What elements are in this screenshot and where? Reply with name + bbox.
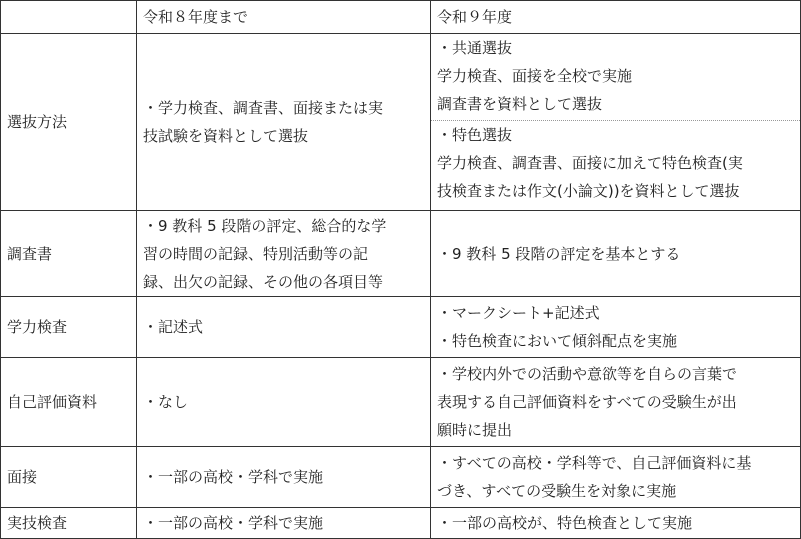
text-line: ・9 教科 5 段階の評定、総合的な学 (143, 216, 387, 235)
text-line: ・特色検査において傾斜配点を実施 (437, 332, 678, 350)
table-row (1, 34, 801, 211)
row-label: 自己評価資料 (1, 358, 137, 447)
text-line: ・なし (143, 393, 189, 411)
text-line: ・一部の高校・学科で実施 (143, 468, 324, 486)
row-label: 調査書 (1, 211, 137, 297)
row-label: 学力検査 (1, 297, 137, 358)
special-selection (431, 120, 800, 210)
text-line: 表現する自己評価資料をすべての受験生が出 (437, 393, 737, 411)
after-cell (431, 297, 801, 358)
before-cell (137, 211, 431, 297)
text-line: 願時に提出 (437, 421, 513, 439)
text-line: 技試験を資料として選抜 (143, 127, 309, 145)
text-line: ・学力検査、調査書、面接または実 (143, 99, 384, 117)
table-row (1, 358, 801, 447)
text-line: 録、出欠の記録、その他の各項目等 (143, 272, 384, 291)
before-cell (137, 508, 431, 539)
text-line: ・共通選抜 (437, 39, 513, 57)
text-line: ・学校内外での活動や意欲等を自らの言葉で (437, 365, 738, 383)
text-line: 習の時間の記録、特別活動等の記 (143, 244, 369, 263)
header-after: 令和９年度 (431, 1, 801, 34)
text-line: ・すべての高校・学科等で、自己評価資料に基 (437, 454, 752, 472)
common-selection (431, 34, 800, 120)
table-row (1, 211, 801, 297)
header-before: 令和８年度まで (137, 1, 431, 34)
before-cell (137, 447, 431, 508)
before-cell (137, 358, 431, 447)
row-label: 実技検査 (1, 508, 137, 539)
after-cell (431, 508, 801, 539)
text-line: ・記述式 (143, 318, 204, 336)
after-cell (431, 447, 801, 508)
table-row (1, 508, 801, 539)
after-cell (431, 211, 801, 297)
text-line: づき、すべての受験生を対象に実施 (437, 482, 677, 500)
table-row (1, 447, 801, 508)
text-line: 調査書を資料として選抜 (437, 95, 603, 113)
row-label: 選抜方法 (1, 34, 137, 211)
text-line: 技検査または作文(小論文))を資料として選抜 (437, 182, 740, 200)
header-blank (1, 1, 137, 34)
header-row (1, 1, 801, 34)
after-cell (431, 34, 801, 211)
text-line: 学力検査、調査書、面接に加えて特色検査(実 (437, 154, 743, 172)
text-line: 学力検査、面接を全校で実施 (437, 67, 633, 85)
before-cell (137, 34, 431, 211)
after-cell (431, 358, 801, 447)
row-label: 面接 (1, 447, 137, 508)
text-line: ・特色選抜 (437, 126, 513, 144)
text-line: ・一部の高校・学科で実施 (143, 514, 324, 532)
before-cell (137, 297, 431, 358)
text-line: ・一部の高校が、特色検査として実施 (437, 514, 693, 532)
table-row (1, 297, 801, 358)
text-line: ・マークシート+記述式 (437, 304, 600, 322)
text-line: ・9 教科 5 段階の評定を基本とする (437, 244, 681, 263)
